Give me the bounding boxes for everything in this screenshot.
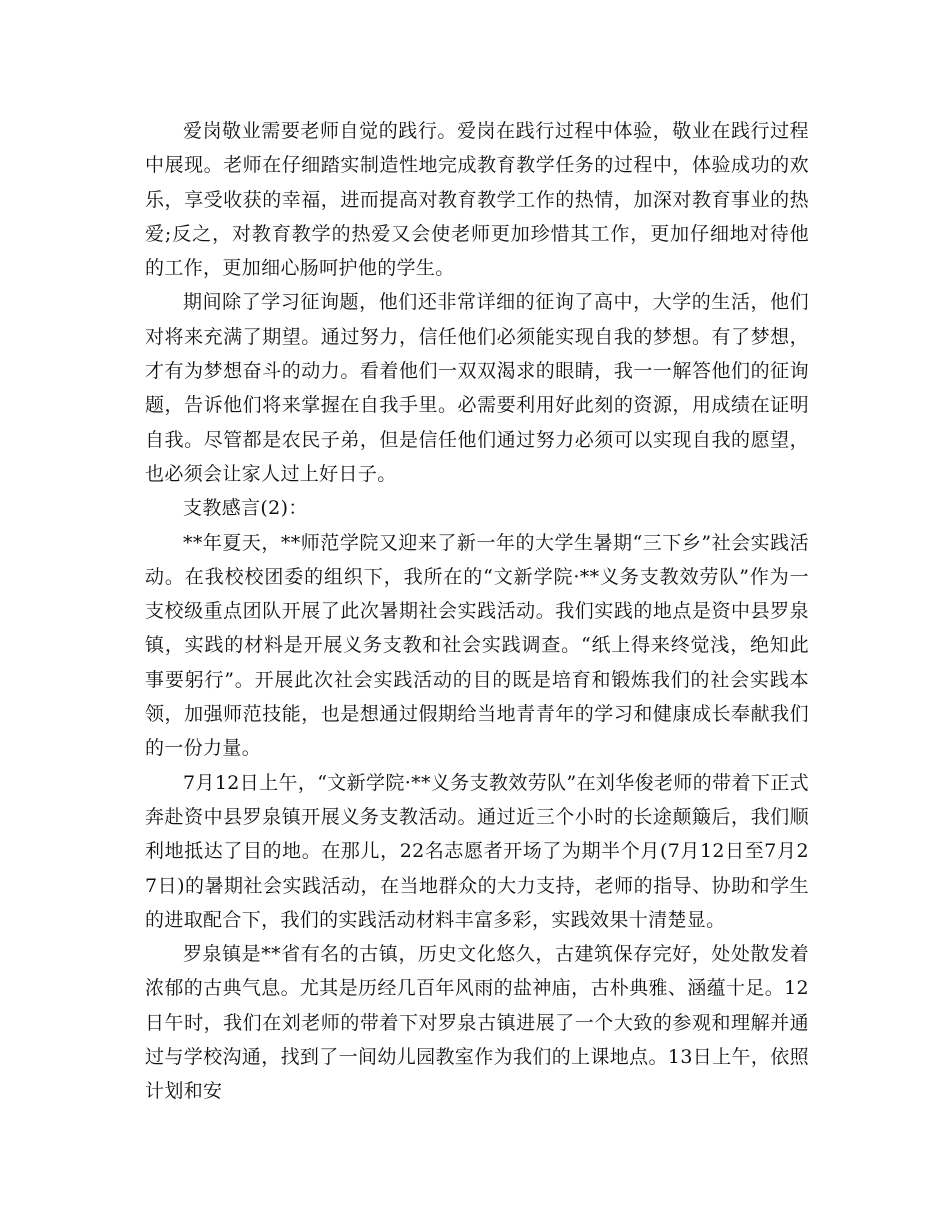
paragraph-luoquan-town: 罗泉镇是**省有名的古镇，历史文化悠久，古建筑保存完好，处处散发着浓郁的古典气息。尤其是历经几百年风雨的盐神庙，古朴典雅、涵蕴十足。12日午时，我们在刘老师的带着下对罗泉古镇进展了一个大致的参观和理解并通过与学校沟通，找到了一间幼儿园教室作为我们的上课地点。13日上午，依照计划和安 [145, 943, 809, 1103]
paragraph-dedication: 爱岗敬业需要老师自觉的践行。爱岗在践行过程中体验，敬业在践行过程中展现。老师在仔细踏实制造性地完成教育教学任务的过程中，体验成功的欢乐，享受收获的幸福，进而提高对教育教学工作的热情，加深对教育事业的热爱;反之，对教育教学的热爱又会使老师更加珍惜其工作，更加仔细地对待他的工作，更加细心肠呵护他的学生。 [145, 120, 809, 280]
paragraph-summer-practice: **年夏天，**师范学院又迎来了新一年的大学生暑期“三下乡”社会实践活动。在我校校团委的组织下，我所在的“文新学院·**义务支教效劳队”作为一支校级重点团队开展了此次暑期社会实践活动。我们实践的地点是资中县罗泉镇，实践的材料是开展义务支教和社会实践调查。“纸上得来终觉浅，绝知此事要躬行”。开展此次社会实践活动的目的既是培育和锻炼我们的社会实践本领，加强师范技能，也是想通过假期给当地青青年的学习和健康成长奉献我们的一份力量。 [145, 531, 809, 760]
paragraph-student-questions: 期间除了学习征询题，他们还非常详细的征询了高中，大学的生活，他们对将来充满了期望。通过努力，信任他们必须能实现自我的梦想。有了梦想，才有为梦想奋斗的动力。看着他们一双双渴求的眼睛，我一一解答他们的征询题，告诉他们将来掌握在自我手里。必需要利用好此刻的资源，用成绩在证明自我。尽管都是农民子弟，但是信任他们通过努力必须可以实现自我的愿望，也必须会让家人过上好日子。 [145, 291, 809, 485]
paragraph-july-12-departure: 7月12日上午，“文新学院·**义务支教效劳队”在刘华俊老师的带着下正式奔赴资中县罗泉镇开展义务支教活动。通过近三个小时的长途颠簸后，我们顺利地抵达了目的地。在那儿，22名志愿者开场了为期半个月(7月12日至7月27日)的暑期社会实践活动，在当地群众的大力支持，老师的指导、协助和学生的进取配合下，我们的实践活动材料丰富多彩，实践效果十清楚显。 [145, 771, 809, 931]
section-heading-teaching-reflections-2: 支教感言(2)： [183, 497, 308, 520]
document-body [145, 114, 809, 1109]
